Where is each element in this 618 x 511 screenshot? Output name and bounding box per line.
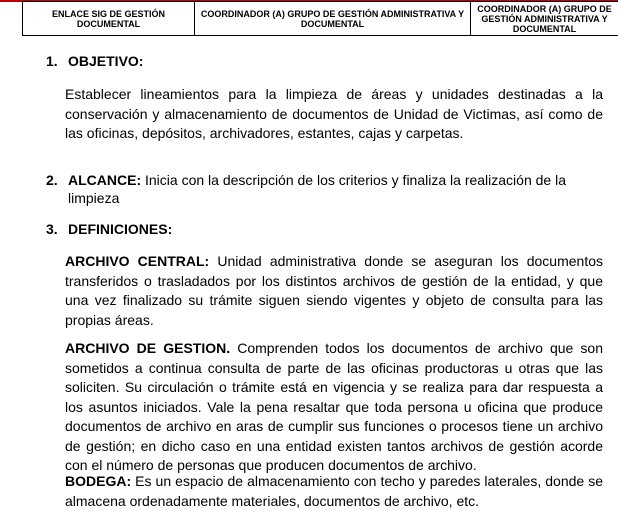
section-heading-objetivo xyxy=(46,52,143,70)
definition-archivo-central xyxy=(65,252,603,330)
section-heading-definiciones xyxy=(46,220,172,238)
section-number: 2. xyxy=(46,171,68,189)
definition-text: Es un espacio de almacenamiento con techo y paredes laterales, donde se almacena ordenadamente materiales, documentos de archivo, etc. xyxy=(65,473,603,509)
alcance-text-line1: Inicia con la descripción de los criterios y finaliza la realización de la xyxy=(145,172,566,188)
header-cell-aprobo: COORDINADOR (A) GRUPO DE GESTIÓN ADMINISTRATIVA Y DOCUMENTAL xyxy=(471,2,618,36)
section-title: DEFINICIONES: xyxy=(68,221,172,237)
header-cell-elaboro: ENLACE SIG DE GESTIÓN DOCUMENTAL xyxy=(23,2,195,36)
header-cell-reviso: COORDINADOR (A) GRUPO DE GESTIÓN ADMINISTRATIVA Y DOCUMENTAL xyxy=(195,2,471,36)
section-title: ALCANCE: xyxy=(68,172,141,188)
section-alcance xyxy=(46,171,603,207)
definition-text: Unidad administrativa donde se aseguran los documentos transferidos o trasladados por los distintos archivos de gestión de la entidad, y que una vez finalizado su trámite siguen siendo vigentes y objeto de consulta para las propias áreas. xyxy=(65,253,603,328)
alcance-text-line2: limpieza xyxy=(46,189,603,207)
section-number: 3. xyxy=(46,220,68,238)
definition-term: BODEGA: xyxy=(65,473,131,489)
definition-term: ARCHIVO CENTRAL: xyxy=(65,253,209,269)
definition-text: Comprenden todos los documentos de archivo que son sometidos a continua consulta de parte de las oficinas productoras u otras que las soliciten. Su circulación o trámite está en vigencia y se realiza para dar respuesta a los asuntos iniciados. Vale la pena resaltar que toda persona u oficina que produce documentos de archivo en aras de cumplir sus funciones o procesos tiene un archivo de gestión; en dicho caso en una entidad existen tantos archivos de gestión acorde con el número de personas que producen documentos de archivo. xyxy=(65,340,603,473)
section-title: OBJETIVO: xyxy=(68,53,143,69)
section-number: 1. xyxy=(46,52,68,70)
objetivo-paragraph: Establecer lineamientos para la limpieza de áreas y unidades destinadas a la conservación y almacenamiento de documentos de Unidad de Victimas, así como de las oficinas, depósitos, archivadores, estantes, cajas y carpetas. xyxy=(65,85,603,144)
definition-archivo-de-gestion xyxy=(65,339,603,476)
definition-bodega xyxy=(65,472,603,511)
definition-term: ARCHIVO DE GESTION. xyxy=(65,340,230,356)
